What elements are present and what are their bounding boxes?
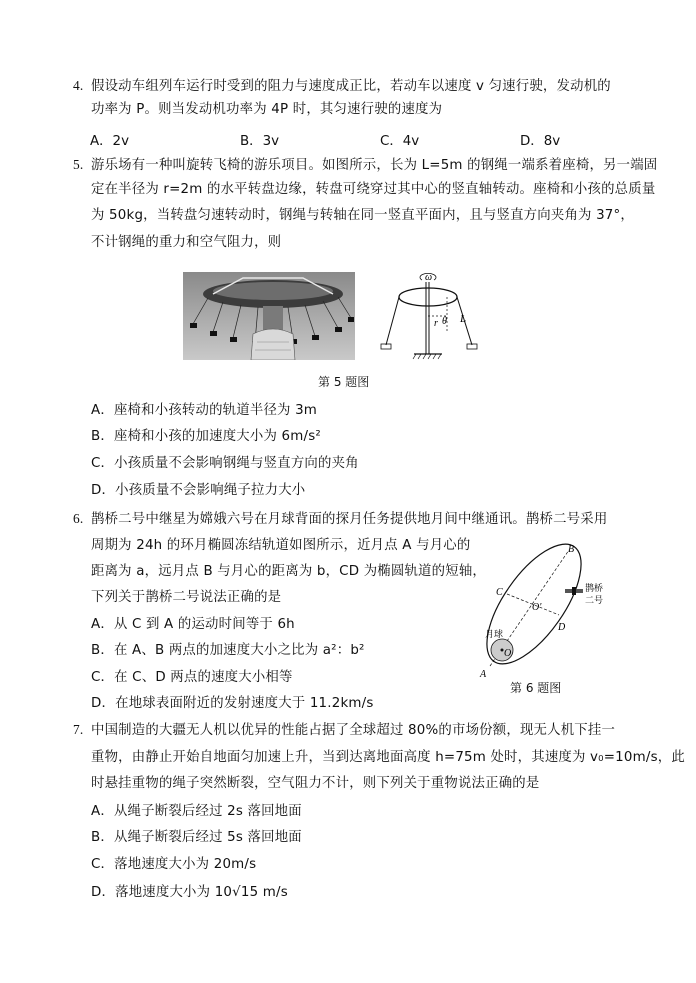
O-prime-label: O' bbox=[532, 602, 542, 613]
D-label: D bbox=[558, 622, 566, 633]
q7-line-1 bbox=[73, 721, 615, 740]
satellite-label-1: 鹊桥 bbox=[585, 584, 604, 594]
satellite-icon bbox=[565, 587, 583, 595]
theta-label: θ bbox=[442, 316, 447, 327]
q4-text-1: 假设动车组列车运行时受到的阻力与速度成正比，若动车以速度 v 匀速行驶，发动机的 bbox=[91, 79, 611, 94]
q6-number: 6. bbox=[73, 511, 84, 526]
q5-line-1 bbox=[73, 156, 657, 175]
q5-option-b: B．座椅和小孩的加速度大小为 6m/s² bbox=[91, 429, 321, 444]
q5-number: 5. bbox=[73, 157, 84, 172]
q7-option-a: A．从绳子断裂后经过 2s 落回地面 bbox=[91, 804, 302, 819]
L-label: L bbox=[460, 313, 467, 325]
q6-line-4: 下列关于鹊桥二号说法正确的是 bbox=[91, 590, 282, 605]
q5-option-a: A．座椅和小孩转动的轨道半径为 3m bbox=[91, 403, 318, 418]
q7-line-2: 重物，由静止开始自地面匀加速上升，当到达离地面高度 h=75m 处时，其速度为 v₀=10m/s，此 bbox=[91, 750, 685, 765]
q7-number: 7. bbox=[73, 722, 84, 737]
q6-figure-caption: 第 6 题图 bbox=[510, 681, 562, 695]
orbit-diagram bbox=[472, 540, 622, 680]
satellite-label-2: 二号 bbox=[585, 596, 604, 606]
q6-line-1 bbox=[73, 510, 607, 529]
q5-option-d: D．小孩质量不会影响绳子拉力大小 bbox=[91, 483, 306, 498]
q6-option-d: D．在地球表面附近的发射速度大于 11.2km/s bbox=[91, 696, 374, 711]
q5-option-c: C．小孩质量不会影响钢绳与竖直方向的夹角 bbox=[91, 456, 359, 471]
r-label: r bbox=[434, 318, 438, 329]
q6-option-a: A．从 C 到 A 的运动时间等于 6h bbox=[91, 617, 295, 632]
q4-line-1 bbox=[73, 77, 611, 96]
q6-option-c: C．在 C、D 两点的速度大小相等 bbox=[91, 670, 293, 685]
q6-text-1: 鹊桥二号中继星为嫦娥六号在月球背面的探月任务提供地月间中继通讯。鹊桥二号采用 bbox=[91, 512, 608, 527]
A-label: A bbox=[480, 669, 487, 680]
q4-line-2: 功率为 P。则当发动机功率为 4P 时，其匀速行驶的速度为 bbox=[91, 102, 443, 117]
moon-label: 月球 bbox=[485, 630, 504, 640]
swing-ride-photo bbox=[183, 272, 355, 360]
q6-line-2: 周期为 24h 的环月椭圆冻结轨道如图所示，近月点 A 与月心的 bbox=[91, 538, 471, 553]
q6-option-b: B．在 A、B 两点的加速度大小之比为 a²：b² bbox=[91, 643, 365, 658]
q7-text-1: 中国制造的大疆无人机以优异的性能占据了全球超过 80%的市场份额，现无人机下挂一 bbox=[91, 723, 616, 738]
q6-line-3: 距离为 a，远月点 B 与月心的距离为 b，CD 为椭圆轨道的短轴， bbox=[91, 564, 487, 579]
swing-ride-diagram bbox=[380, 272, 480, 364]
q4-option-a: A．2v bbox=[90, 134, 129, 149]
q4-option-d: D．8v bbox=[520, 134, 561, 149]
C-label: C bbox=[496, 587, 503, 598]
q7-option-b: B．从绳子断裂后经过 5s 落回地面 bbox=[91, 830, 302, 845]
omega-label: ω bbox=[425, 272, 433, 283]
q5-line-4: 不计钢绳的重力和空气阻力，则 bbox=[91, 235, 282, 250]
q7-line-3: 时悬挂重物的绳子突然断裂，空气阻力不计，则下列关于重物说法正确的是 bbox=[91, 776, 540, 791]
q7-option-c: C．落地速度大小为 20m/s bbox=[91, 857, 257, 872]
q5-figure-caption: 第 5 题图 bbox=[318, 375, 370, 389]
q5-text-1: 游乐场有一种叫旋转飞椅的游乐项目。如图所示，长为 L=5m 的钢绳一端系着座椅，另一端固 bbox=[91, 158, 658, 173]
q5-line-2: 定在半径为 r=2m 的水平转盘边缘，转盘可绕穿过其中心的竖直轴转动。座椅和小孩的总质量 bbox=[91, 182, 656, 197]
q4-number: 4. bbox=[73, 78, 84, 93]
B-label: B bbox=[568, 544, 575, 555]
q5-line-3: 为 50kg，当转盘匀速转动时，钢绳与转轴在同一竖直平面内，且与竖直方向夹角为 37°， bbox=[91, 208, 635, 223]
q4-option-c: C．4v bbox=[380, 134, 420, 149]
q7-option-d: D．落地速度大小为 10√15 m/s bbox=[91, 885, 288, 900]
q4-option-b: B．3v bbox=[240, 134, 280, 149]
O-label: O bbox=[504, 648, 512, 659]
